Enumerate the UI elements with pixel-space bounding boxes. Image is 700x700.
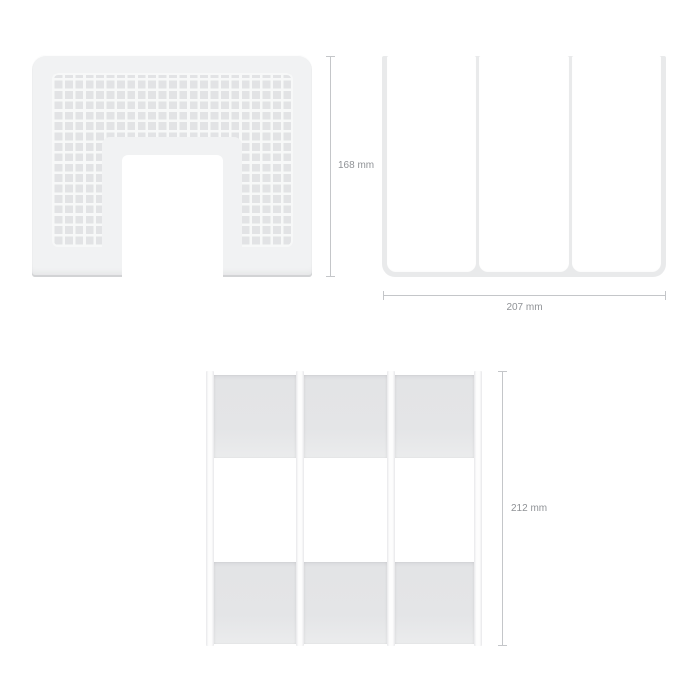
divider-post-2 [296,371,304,646]
dimension-line [330,56,331,277]
divider-post-1 [206,371,214,646]
compartment-2 [479,56,568,272]
front-notch-cutout [122,155,223,277]
dimension-tick-right [665,291,666,300]
divider-post-3 [387,371,395,646]
width-dimension-line-top [383,291,666,300]
side-panel [214,375,296,458]
side-panel [304,375,387,458]
front-view-body [32,55,312,277]
height-dimension-line-front [326,56,335,277]
dimension-tick-bottom [326,276,335,277]
dimension-line [383,295,666,296]
dimension-tick-bottom [498,645,507,646]
divider-post-4 [474,371,482,646]
side-panel [395,562,474,644]
dimension-line [502,371,503,646]
side-view-body [206,371,482,646]
depth-dimension-line-side [498,371,507,646]
compartment-3 [572,56,661,272]
top-width-label: 207 mm [506,302,543,313]
compartment-1 [387,56,476,272]
front-height-label: 168 mm [338,160,375,171]
side-depth-label: 212 mm [511,503,548,514]
side-panel [214,562,296,644]
top-view-body [382,56,666,277]
side-panel [395,375,474,458]
side-panel [304,562,387,644]
